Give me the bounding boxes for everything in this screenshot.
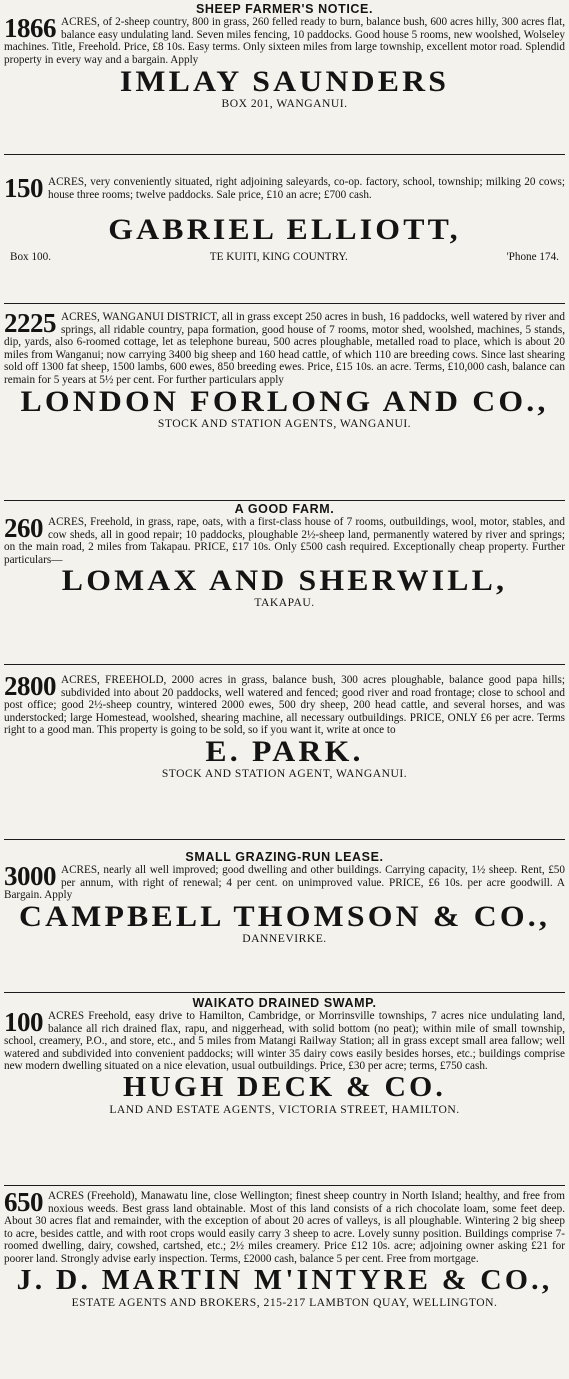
ad-text: ACRES Freehold, easy drive to Hamilton, Cambridge, or Morrinsville townships, 7 acres nice undulating land, balance all rich drained flax, rapu, and niggerhead, with solid bottom (no peat); within mile of small township, school, creamery, P.O., and store, etc., and 5 miles from Matangi Railway Station; all in grass except small area fallow; well watered and subdivided into convenient paddocks; will winter 35 dairy cows easily besides horses, etc.; buildings comprise new modern dwelling situated on a nice elevation, usual outbuildings. Price, £30 per acre; terms, £750 cash. bbox=[4, 1010, 565, 1073]
ad-heading: SMALL GRAZING-RUN LEASE. bbox=[185, 850, 384, 864]
firm-address: ESTATE AGENTS AND BROKERS, 215-217 LAMBTON QUAY, WELLINGTON. bbox=[71, 1295, 498, 1309]
firm-name: IMLAY SAUNDERS bbox=[119, 67, 450, 98]
firm-address: LAND AND ESTATE AGENTS, VICTORIA STREET, HAMILTON. bbox=[109, 1102, 460, 1116]
firm-name: E. PARK. bbox=[205, 736, 364, 767]
ad-text: ACRES, Freehold, in grass, rape, oats, with a first-class house of 7 rooms, outbuildings, wool, motor, stables, and cow sheds, all in good repair; 10 paddocks, ploughable 2½-sheep land, permanently watered by river and springs; on the main road, 2 miles from Takapau. PRICE, £17 10s. Only £500 cash required. Exceptionally cheap property. Further particulars— bbox=[4, 516, 565, 566]
place: TE KUITI, KING COUNTRY. bbox=[209, 251, 348, 264]
ad-text: ACRES, very conveniently situated, right adjoining saleyards, co-op. factory, school, township; milking 20 cows; house three rooms; twelve paddocks. Sale price, £10 an acre; £700 cash. bbox=[48, 176, 565, 201]
acreage-number: 2225 bbox=[4, 308, 56, 338]
ad-body bbox=[4, 173, 565, 203]
firm-name: CAMPBELL THOMSON & CO., bbox=[18, 901, 551, 932]
acreage-number: 3000 bbox=[4, 861, 56, 891]
firm-name: HUGH DECK & CO. bbox=[122, 1072, 447, 1103]
divider bbox=[4, 1185, 565, 1186]
phone: 'Phone 174. bbox=[506, 251, 559, 264]
divider bbox=[4, 154, 565, 155]
firm-address: TAKAPAU. bbox=[254, 596, 315, 610]
firm-name: GABRIEL ELLIOTT, bbox=[108, 215, 461, 246]
ad-text: ACRES, WANGANUI DISTRICT, all in grass except 250 acres in bush, 16 paddocks, well watered by river and springs, all ridable country, papa formation, good house of 7 rooms, motor shed, woolshed, machines, 5 stands, dip, yards, also 6-roomed cottage, let as telephone bureau, 500 acres ploughable, metalled road to place, which is about 20 miles from Wanganui; now carrying 3400 big sheep and 160 head cattle, of which 110 are breeding cows. Since last shearing sold off 1300 fat sheep, 1500 lambs, 600 ewes, 850 breeding ewes. Price, £15 10s. an acre. Terms, £10,000 cash, balance can remain for 5 years at 5½ per cent. For further particulars apply bbox=[4, 311, 565, 386]
ad-heading: A GOOD FARM. bbox=[234, 502, 335, 516]
divider bbox=[4, 303, 565, 304]
divider bbox=[4, 664, 565, 665]
ad-body bbox=[4, 1007, 565, 1073]
ad-text: ACRES, of 2-sheep country, 800 in grass, 260 felled ready to burn, balance bush, 600 acres hilly, 300 acres flat, balance easy undulating land. Seven miles fencing, 10 paddocks. Good house 5 rooms, new woolshed, Wolseley machines. Title, Freehold. Price, £8 10s. Easy terms. Only sixteen miles from large township, excellent motor road. Splendid property in every way and a bargain. Apply bbox=[4, 16, 565, 66]
acreage-number: 260 bbox=[4, 513, 43, 543]
ad-2225-acres bbox=[4, 308, 565, 430]
ad-650-acres bbox=[4, 1187, 565, 1309]
ad-2800-acres bbox=[4, 671, 565, 780]
ad-body bbox=[4, 513, 565, 566]
ad-body bbox=[4, 861, 565, 902]
box-number: Box 100. bbox=[10, 251, 52, 264]
firm-name: J. D. MARTIN M'INTYRE & CO., bbox=[16, 1265, 553, 1296]
acreage-number: 150 bbox=[4, 173, 43, 203]
ad-text: ACRES (Freehold), Manawatu line, close Wellington; finest sheep country in North Island; healthy, and free from noxious weeds. Best grass land obtainable. Most of this land consists of a rich chocolate loam, some feet deep. About 30 acres flat and remainder, with the exception of about 20 acres of valleys, is all ploughable. Wintering 2 big sheep to acre, besides cattle, and with root crops would easily carry 3 sheep to acre. Lovely sunny position. Buildings comprise 7-roomed dwelling, dairy, cowshed, cartshed, etc.; 2½ miles creamery. Price £12 10s. acre; adjoining owner asking £21 for poorer land. Strongly advise early inspection. Terms, £2000 cash, balance 5 per cent. Free from mortgage. bbox=[4, 1190, 565, 1265]
ad-heading: WAIKATO DRAINED SWAMP. bbox=[192, 996, 377, 1010]
ad-sheep-farmers-notice bbox=[4, 2, 565, 110]
firm-address: STOCK AND STATION AGENTS, WANGANUI. bbox=[157, 416, 412, 430]
ad-150-acres bbox=[4, 173, 565, 264]
acreage-number: 1866 bbox=[4, 13, 56, 43]
firm-address: DANNEVIRKE. bbox=[242, 931, 327, 945]
ad-small-grazing-run bbox=[4, 850, 565, 945]
ad-body bbox=[4, 671, 565, 737]
divider bbox=[4, 839, 565, 840]
divider bbox=[4, 992, 565, 993]
ad-a-good-farm bbox=[4, 502, 565, 609]
ad-body bbox=[4, 308, 565, 387]
ad-text: ACRES, nearly all well improved; good dwelling and other buildings. Carrying capacity, 1½ sheep. Rent, £50 per annum, with right of renewal; 4 per cent. on unimproved value. PRICE, £6 10s. per acre goodwill. A Bargain. Apply bbox=[4, 864, 565, 902]
ad-body bbox=[4, 1187, 565, 1266]
ad-waikato-drained-swamp bbox=[4, 996, 565, 1116]
ad-text: ACRES, FREEHOLD, 2000 acres in grass, balance bush, 300 acres ploughable, balance good papa hills; subdivided into about 20 paddocks, well watered and fenced; good river and road frontage; close to school and post office; good 2½-sheep country, wintered 2000 ewes, 500 dry sheep, 200 head cattle, and several horses, and was understocked; large Homestead, woolshed, shearing machine, all necessary outbuildings. PRICE, ONLY £6 per acre. Terms right to a good man. This property is going to be sold, so if you want it, write at once to bbox=[4, 674, 565, 737]
firm-contact-row bbox=[4, 251, 565, 264]
firm-address: STOCK AND STATION AGENT, WANGANUI. bbox=[161, 766, 408, 780]
ad-body bbox=[4, 13, 565, 66]
firm-address: BOX 201, WANGANUI. bbox=[221, 97, 348, 111]
acreage-number: 100 bbox=[4, 1007, 43, 1037]
firm-name: LOMAX AND SHERWILL, bbox=[61, 566, 508, 597]
ad-heading: SHEEP FARMER'S NOTICE. bbox=[195, 2, 374, 16]
firm-name: LONDON FORLONG AND CO., bbox=[20, 386, 549, 417]
acreage-number: 650 bbox=[4, 1187, 43, 1217]
divider bbox=[4, 500, 565, 501]
acreage-number: 2800 bbox=[4, 671, 56, 701]
